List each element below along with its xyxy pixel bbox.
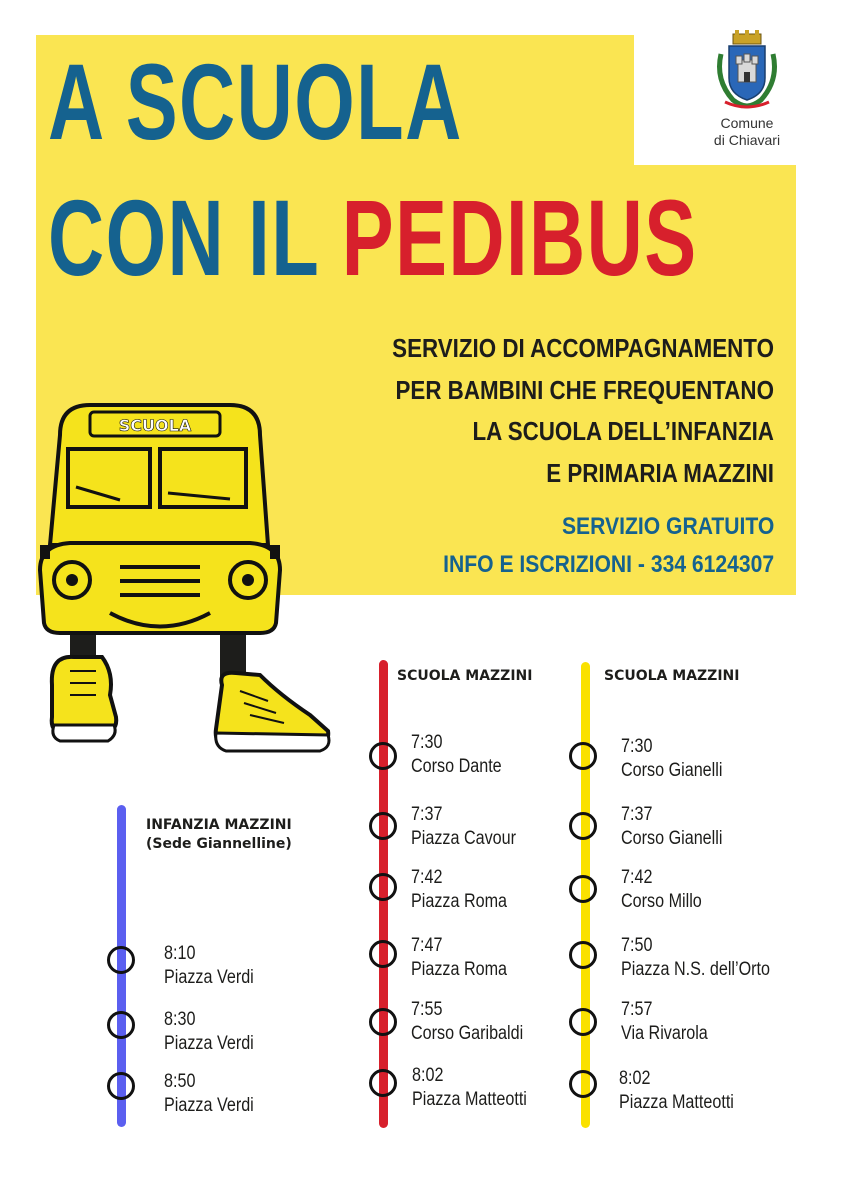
stop-info: 7:55 Corso Garibaldi bbox=[411, 999, 524, 1044]
stop-info: 7:42 Corso Millo bbox=[621, 867, 702, 912]
stop-info: 7:50 Piazza N.S. dell’Orto bbox=[621, 935, 771, 980]
route-subtitle: (Sede Giannelline) bbox=[146, 836, 292, 852]
stop-info: 8:30 Piazza Verdi bbox=[164, 1009, 254, 1054]
stop-marker bbox=[569, 1070, 597, 1098]
sneaker-right-icon bbox=[216, 673, 329, 751]
stop-marker bbox=[369, 742, 397, 770]
stop-info: 7:42 Piazza Roma bbox=[411, 867, 508, 912]
logo-label-line-1: Comune bbox=[720, 115, 774, 131]
stop-info: 7:57 Via Rivarola bbox=[621, 999, 708, 1044]
stop-info: 7:30 Corso Gianelli bbox=[621, 736, 723, 781]
route-title-infanzia bbox=[146, 817, 292, 852]
stop-marker bbox=[569, 941, 597, 969]
stop-info: 8:02 Piazza Matteotti bbox=[619, 1068, 734, 1113]
stop-info: 7:37 Piazza Cavour bbox=[411, 804, 517, 849]
stop-marker bbox=[569, 875, 597, 903]
stop-marker bbox=[369, 812, 397, 840]
contact-info: INFO E ISCRIZIONI - 334 6124307 bbox=[442, 551, 774, 578]
school-bus-illustration bbox=[30, 395, 340, 775]
stop-info: 8:50 Piazza Verdi bbox=[164, 1071, 254, 1116]
stop-marker bbox=[369, 1008, 397, 1036]
page-title-line-2 bbox=[48, 177, 698, 298]
stop-marker bbox=[569, 812, 597, 840]
service-description bbox=[392, 328, 774, 494]
coat-of-arms-icon bbox=[711, 30, 783, 110]
sneaker-left-icon bbox=[52, 657, 117, 741]
title-accent-pedibus: PEDIBUS bbox=[341, 177, 698, 298]
stop-marker bbox=[569, 742, 597, 770]
stop-marker bbox=[369, 873, 397, 901]
stop-info: 7:47 Piazza Roma bbox=[411, 935, 508, 980]
bus-window-right bbox=[160, 449, 246, 507]
route-title-text: INFANZIA MAZZINI bbox=[146, 817, 292, 833]
route-title-mazzini-red: SCUOLA MAZZINI bbox=[397, 668, 533, 684]
logo-label-line-2: di Chiavari bbox=[713, 132, 781, 148]
stop-marker bbox=[107, 1011, 135, 1039]
description-line: LA SCUOLA DELL’INFANZIA bbox=[472, 416, 774, 446]
description-line: PER BAMBINI CHE FREQUENTANO bbox=[395, 374, 774, 405]
title-prefix: CON IL bbox=[48, 177, 342, 298]
stop-marker bbox=[569, 1008, 597, 1036]
description-line: SERVIZIO DI ACCOMPAGNAMENTO bbox=[392, 333, 774, 363]
stop-info: 7:37 Corso Gianelli bbox=[621, 804, 723, 849]
free-service-label: SERVIZIO GRATUITO bbox=[561, 513, 774, 540]
stop-info: 7:30 Corso Dante bbox=[411, 732, 502, 777]
route-title-mazzini-yellow: SCUOLA MAZZINI bbox=[604, 668, 740, 684]
stop-marker bbox=[107, 1072, 135, 1100]
stop-marker bbox=[369, 940, 397, 968]
stop-marker bbox=[107, 946, 135, 974]
comune-logo bbox=[692, 30, 802, 149]
stop-info: 8:10 Piazza Verdi bbox=[164, 943, 254, 988]
page-title-line-1: A SCUOLA bbox=[48, 41, 463, 162]
stop-marker bbox=[369, 1069, 397, 1097]
stop-info: 8:02 Piazza Matteotti bbox=[412, 1065, 527, 1110]
description-line: E PRIMARIA MAZZINI bbox=[546, 457, 774, 488]
bus-sign-text: SCUOLA bbox=[118, 416, 192, 435]
